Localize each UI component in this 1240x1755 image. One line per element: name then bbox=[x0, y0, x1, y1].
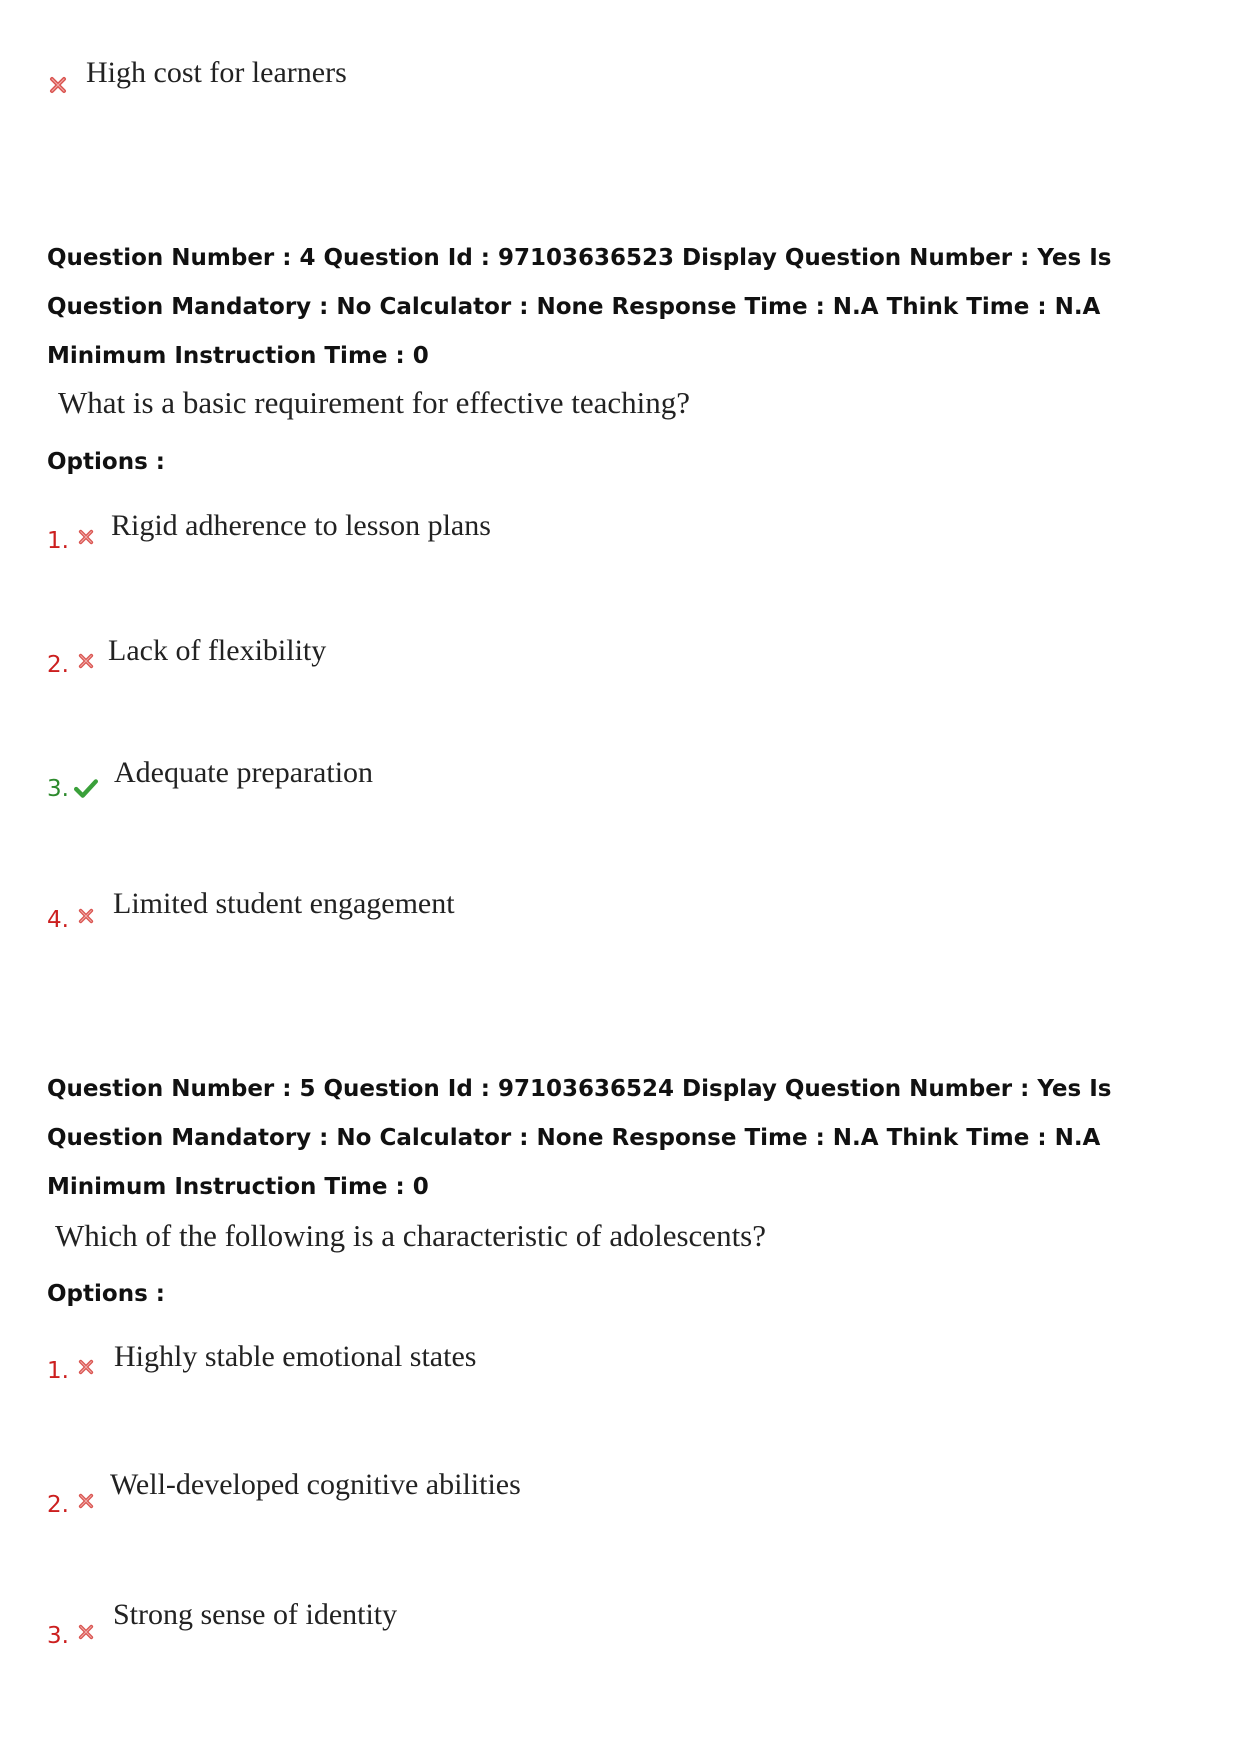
option-text: Rigid adherence to lesson plans bbox=[111, 509, 491, 542]
wrong-mark-icon bbox=[78, 653, 94, 673]
options-label: Options : bbox=[47, 1281, 165, 1307]
option-number: 2. bbox=[47, 1492, 69, 1518]
question-text: What is a basic requirement for effective teaching? bbox=[58, 385, 691, 420]
option-number: 3. bbox=[47, 776, 69, 802]
question-meta: Question Number : 5 Question Id : 97103636524 Display Question Number : Yes Is Question Mandatory : No Calculator : None Response Time : N.A Think Time : N.A Minimum Instruction Time : 0 bbox=[47, 1076, 1112, 1200]
wrong-mark-icon bbox=[78, 908, 94, 928]
option-text: Limited student engagement bbox=[113, 887, 455, 920]
option-number: 2. bbox=[47, 652, 69, 678]
check-mark-icon bbox=[74, 778, 98, 802]
option-text: High cost for learners bbox=[86, 56, 347, 89]
option-text: Highly stable emotional states bbox=[114, 1340, 477, 1373]
option-text: Lack of flexibility bbox=[108, 634, 327, 667]
option-number: 3. bbox=[47, 1623, 69, 1649]
wrong-mark-icon bbox=[78, 1359, 94, 1379]
wrong-mark-icon bbox=[78, 1624, 94, 1644]
wrong-mark-icon bbox=[78, 1493, 94, 1513]
option-text: Adequate preparation bbox=[114, 756, 374, 789]
option-text: Strong sense of identity bbox=[113, 1598, 398, 1631]
option-number: 1. bbox=[47, 1358, 69, 1384]
option-text: Well-developed cognitive abilities bbox=[110, 1468, 521, 1501]
wrong-mark-icon bbox=[49, 76, 67, 98]
question-meta: Question Number : 4 Question Id : 97103636523 Display Question Number : Yes Is Question Mandatory : No Calculator : None Response Time : N.A Think Time : N.A Minimum Instruction Time : 0 bbox=[47, 245, 1112, 369]
option-number: 1. bbox=[47, 528, 69, 554]
options-label: Options : bbox=[47, 449, 165, 475]
option-number: 4. bbox=[47, 907, 69, 933]
question-text: Which of the following is a characteristic of adolescents? bbox=[55, 1218, 767, 1253]
wrong-mark-icon bbox=[78, 529, 94, 549]
